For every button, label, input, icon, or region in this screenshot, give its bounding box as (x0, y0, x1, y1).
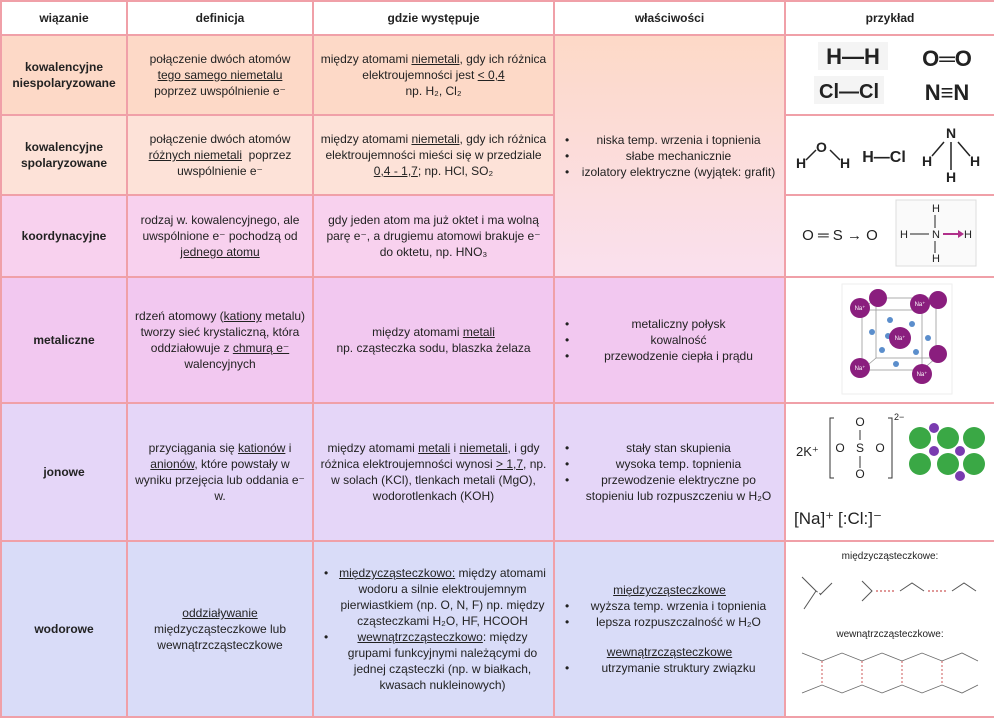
definition-cell (127, 277, 313, 403)
occurrence-text: : między grupami funkcyjnymi należącymi do jednej cząsteczki (np. w białkach, kwasach nukleinowych) (347, 630, 538, 692)
svg-text:O: O (835, 441, 845, 455)
row-coordination (1, 195, 994, 277)
properties-list (561, 660, 778, 676)
row-covalent-nonpolar (1, 35, 994, 115)
bond-name: metaliczne (1, 277, 127, 403)
definition-text: przyciągania się (148, 441, 238, 455)
svg-text:N: N (946, 125, 957, 141)
occurrence-cell (313, 403, 554, 541)
example-cell (785, 541, 994, 717)
property-item: • przewodzenie elektryczne po stopieniu lub rozpuszczeniu w H₂O (575, 472, 778, 504)
covalent-properties-cell (554, 35, 785, 277)
definition-cell (127, 35, 313, 115)
svg-text:S: S (855, 441, 865, 455)
na-ion-label: Na⁺ (916, 372, 928, 378)
occurrence-underlined: < 0,4 (477, 68, 505, 82)
svg-text:H: H (932, 203, 940, 215)
occurrence-underlined: niemetali (411, 52, 460, 66)
occurrence-underlined: międzycząsteczkowo: (339, 566, 456, 580)
n2-formula: N≡N (924, 80, 970, 105)
na-cation: [Na]⁺ (794, 509, 835, 528)
ammonium-structure (896, 200, 976, 266)
na-ion-label: Na⁺ (854, 306, 866, 312)
polar-example-diagram (792, 118, 988, 188)
svg-text:H: H (796, 155, 807, 171)
row-metallic (1, 277, 994, 403)
definition-underlined: kationy (223, 309, 262, 323)
definition-underlined: anionów (150, 457, 195, 471)
properties-list (561, 316, 778, 364)
header-bond: wiązanie (1, 1, 127, 35)
definition-underlined: oddziaływanie (182, 606, 258, 620)
property-item: • przewodzenie ciepła i prądu (575, 348, 778, 364)
property-item: • wysoka temp. topnienia (575, 456, 778, 472)
definition-underlined: kationów (238, 441, 286, 455)
na-ion-label: Na⁺ (854, 366, 866, 372)
svg-text:O: O (855, 415, 865, 429)
svg-text:O: O (816, 139, 827, 155)
definition-text: i (285, 441, 292, 455)
intramolecular-label: wewnątrzcząsteczkowe: (836, 629, 944, 640)
row-hydrogen (1, 541, 994, 717)
occurrence-text: i (450, 441, 460, 455)
svg-text:H: H (946, 169, 957, 185)
definition-text: połączenie dwóch atomów (149, 132, 291, 146)
occurrence-underlined: wewnątrzcząsteczkowo (357, 630, 483, 644)
definition-text: , które powstały w wyniku przejęcia lub oddania e⁻ w. (135, 457, 305, 503)
so2-formula: O ═ S → O (802, 227, 878, 244)
ionic-example-diagram (788, 406, 992, 534)
definition-underlined: chmurą e⁻ (232, 341, 290, 355)
properties-cell (554, 541, 785, 717)
properties-heading: międzycząsteczkowe (613, 583, 726, 597)
header-occurrence: gdzie występuje (313, 1, 554, 35)
coordination-example-diagram (792, 198, 988, 270)
svg-text:O: O (875, 441, 885, 455)
o2-formula: O═O (922, 46, 972, 71)
property-item: • metaliczny połysk (575, 316, 778, 332)
properties-list (561, 440, 778, 504)
h2-formula: H—H (826, 44, 880, 69)
occurrence-text: między atomami (320, 52, 412, 66)
property-item: • wyższa temp. wrzenia i topnienia (575, 598, 778, 614)
property-item: • kowalność (575, 332, 778, 348)
bond-name: kowalencyjne niespolaryzowane (1, 35, 127, 115)
svg-text:H: H (964, 229, 972, 241)
occurrence-example: ; np. HCl, SO₂ (417, 164, 494, 178)
svg-text:H: H (970, 153, 981, 169)
metal-lattice-diagram (792, 280, 988, 396)
properties-cell (554, 277, 785, 403)
occurrence-text: między atomami wodoru a silnie elektroujemnym pierwiastkiem (np. O, N, F) np. między cząsteczkami H₂O, HF, HCOOH (340, 566, 546, 628)
occurrence-cell (313, 35, 554, 115)
bond-name: kowalencyjne spolaryzowane (1, 115, 127, 195)
definition-cell (127, 403, 313, 541)
properties-heading: wewnątrzcząsteczkowe (606, 645, 733, 659)
bond-name: wodorowe (1, 541, 127, 717)
occurrence-underlined: niemetali (411, 132, 460, 146)
example-cell (785, 195, 994, 277)
intermolecular-diagram (792, 565, 988, 623)
ionic-crystal (909, 423, 985, 481)
svg-text:H: H (932, 253, 940, 265)
definition-text: rdzeń atomowy ( (134, 309, 224, 323)
occurrence-example: np. H₂, Cl₂ (405, 84, 462, 98)
definition-text: rodzaj w. kowalencyjnego, ale uwspólnione e⁻ pochodzą od (140, 213, 300, 243)
example-cell (785, 115, 994, 195)
na-ion-label: Na⁺ (914, 302, 926, 308)
occurrence-text: między atomami (320, 132, 412, 146)
occurrence-text: , i gdy różnica elektroujemności wynosi (320, 441, 540, 471)
cl2-formula: Cl—Cl (819, 81, 879, 103)
occurrence-text: między atomami (327, 441, 419, 455)
occurrence-underlined: metali (462, 325, 495, 339)
ammonia-molecule (922, 125, 980, 185)
properties-cell (554, 403, 785, 541)
svg-text:H: H (900, 229, 908, 241)
header-definition: definicja (127, 1, 313, 35)
occurrence-item (334, 629, 547, 693)
occurrence-cell (313, 277, 554, 403)
nonpolar-example-diagram (792, 38, 988, 108)
svg-text:H: H (840, 155, 851, 171)
occurrence-list (320, 565, 547, 693)
bond-name: jonowe (1, 403, 127, 541)
property-item: • stały stan skupienia (575, 440, 778, 456)
property-item: • izolatory elektryczne (wyjątek: grafit) (575, 164, 778, 180)
occurrence-underlined: niemetali (459, 441, 508, 455)
occurrence-text: między atomami (372, 325, 463, 339)
header-properties: właściwości (554, 1, 785, 35)
definition-cell (127, 115, 313, 195)
property-item: • utrzymanie struktury związku (575, 660, 778, 676)
intermolecular-label: międzycząsteczkowe: (841, 551, 939, 562)
definition-text: metalu) tworzy sieć krystaliczną, która oddziałowuje z (140, 309, 306, 355)
row-covalent-polar (1, 115, 994, 195)
occurrence-text: , gdy ich różnica elektroujemności mieści się w przedziale (325, 132, 547, 162)
definition-underlined: różnych niemetali (148, 148, 242, 162)
example-cell (785, 403, 994, 541)
definition-text: poprzez uwspólnienie e⁻ (177, 148, 292, 178)
sulfate-structure (835, 415, 884, 481)
bond-name: koordynacyjne (1, 195, 127, 277)
occurrence-text: , np. w solach (KCl), tlenkach metali (MgO), wodorotlenkach (KOH) (331, 457, 547, 503)
definition-text: walencyjnych (184, 357, 256, 371)
occurrence-cell (313, 541, 554, 717)
definition-text: połączenie dwóch atomów (149, 52, 291, 66)
example-cell (785, 277, 994, 403)
properties-list (561, 598, 778, 630)
svg-text:H: H (922, 153, 933, 169)
occurrence-underlined: metali (418, 441, 451, 455)
cl-anion: [:Cl:]⁻ (838, 509, 882, 528)
definition-underlined: tego samego niemetalu (157, 68, 283, 82)
header-example: przykład (785, 1, 994, 35)
intramolecular-diagram (792, 643, 988, 705)
definition-cell (127, 541, 313, 717)
water-molecule (796, 139, 850, 171)
occurrence-cell: gdy jeden atom ma już oktet i ma wolną parę e⁻, a drugiemu atomowi brakuje e⁻ do oktetu, np. HNO₃ (313, 195, 554, 277)
svg-text:N: N (932, 229, 940, 241)
example-cell (785, 35, 994, 115)
header-row (1, 1, 994, 35)
potassium-ion: 2K⁺ (796, 444, 819, 459)
properties-list (561, 132, 778, 180)
occurrence-text: , gdy ich różnica elektroujemności jest (362, 52, 547, 82)
occurrence-underlined: > 1,7 (496, 457, 524, 471)
definition-text: międzycząsteczkowe lub wewnątrzcząsteczkowe (153, 622, 287, 652)
definition-cell (127, 195, 313, 277)
occurrence-cell (313, 115, 554, 195)
property-item: • lepsza rozpuszczalność w H₂O (575, 614, 778, 630)
definition-underlined: jednego atomu (180, 245, 260, 259)
property-item: • słabe mechanicznie (575, 148, 778, 164)
occurrence-underlined: 0,4 - 1,7 (373, 164, 418, 178)
svg-text:O: O (855, 467, 865, 481)
hcl-formula: H—Cl (862, 149, 906, 166)
row-ionic (1, 403, 994, 541)
definition-text: poprzez uwspólnienie e⁻ (154, 84, 286, 98)
occurrence-item (334, 565, 547, 629)
na-ion-label: Na⁺ (894, 336, 906, 342)
occurrence-example: np. cząsteczka sodu, blaszka żelaza (336, 341, 531, 355)
sulfate-charge: 2− (894, 412, 905, 422)
property-item: • niska temp. wrzenia i topnienia (575, 132, 778, 148)
